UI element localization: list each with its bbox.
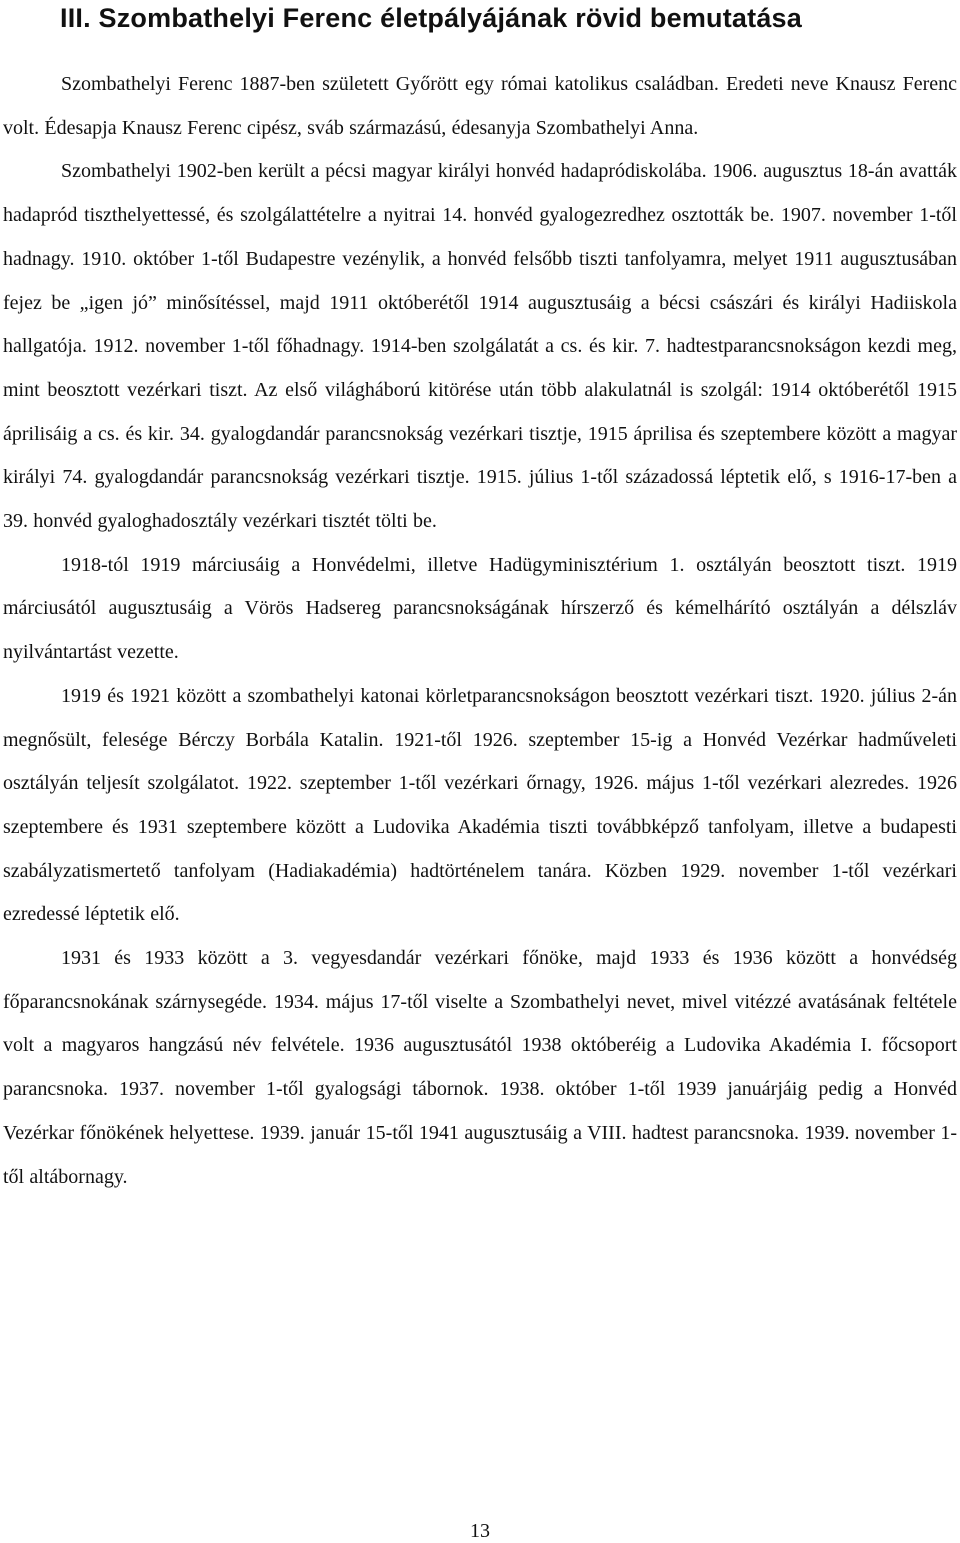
paragraph-2: Szombathelyi 1902-ben került a pécsi magyar királyi honvéd hadapródiskolába. 1906. augusztus 18-án avatták hadapród tiszthelyettessé, és szolgálattételre a nyitrai 14. honvéd gyalogezredhez osztották be. 1907. november 1-től hadnagy. 1910. október 1-től Budapestre vezénylik, a honvéd felsőbb tiszti tanfolyamra, melyet 1911 augusztusában fejez be „igen jó” minősítéssel, majd 1911 októberétől 1914 augusztusáig a bécsi császári és királyi Hadiiskola hallgatója. 1912. november 1-től főhadnagy. 1914-ben szolgálatát a cs. és kir. 7. hadtestparancsnokságon kezdi meg, mint beosztott vezérkari tiszt. Az első világháború kitörése után több alakulatnál is szolgál: 1914 októberétől 1915 áprilisáig a cs. és kir. 34. gyalogdandár parancsnokság vezérkari tisztje, 1915 áprilisa és szeptembere között a magyar királyi 74. gyalogdandár parancsnokság vezérkari tisztje. 1915. július 1-től századossá léptetik elő, s 1916-17-ben a 39. honvéd gyaloghadosztály vezérkari tisztét tölti be.	[3, 160, 957, 533]
page-number: 13	[470, 1520, 490, 1542]
paragraph-3: 1918-tól 1919 márciusáig a Honvédelmi, illetve Hadügyminisztérium 1. osztályán beosztott tiszt. 1919 márciusától augusztusáig a Vörös Hadsereg parancsnokságának hírszerző és kémelhárító osztályán a délszláv nyilvántartást vezette.	[3, 553, 957, 664]
paragraph-5: 1931 és 1933 között a 3. vegyesdandár vezérkari főnöke, majd 1933 és 1936 között a honvédség főparancsnokának szárnysegéde. 1934. május 17-től viselte a Szombathelyi nevet, mivel vitézzé avatásának feltétele volt a magyaros hangzású név felvétele. 1936 augusztusától 1938 októberéig a Ludovika Akadémia I. főcsoport parancsnoka. 1937. november 1-től gyalogsági tábornok. 1938. október 1-től 1939 januárjáig pedig a Honvéd Vezérkar főnökének helyettese. 1939. január 15-től 1941 augusztusáig a VIII. hadtest parancsnoka. 1939. november 1-től altábornagy.	[3, 947, 957, 1188]
paragraph-4: 1919 és 1921 között a szombathelyi katonai körletparancsnokságon beosztott vezérkari tiszt. 1920. július 2-án megnősült, felesége Bérczy Borbála Katalin. 1921-től 1926. szeptember 15-ig a Honvéd Vezérkar hadműveleti osztályán teljesít szolgálatot. 1922. szeptember 1-től vezérkari őrnagy, 1926. május 1-től vezérkari alezredes. 1926 szeptembere és 1931 szeptembere között a Ludovika Akadémia tiszti továbbképző tanfolyam, illetve a budapesti szabályzatismertető tanfolyam (Hadiakadémia) hadtörténelem tanára. Közben 1929. november 1-től vezérkari ezredessé léptetik elő.	[3, 684, 957, 926]
paragraph-1: Szombathelyi Ferenc 1887-ben született Győrött egy római katolikus családban. Eredeti neve Knausz Ferenc volt. Édesapja Knausz Ferenc cipész, sváb származású, édesanyja Szombathelyi Anna.	[3, 73, 957, 139]
section-heading: III. Szombathelyi Ferenc életpályájának rövid bemutatása	[60, 3, 802, 33]
body-text	[3, 63, 957, 1199]
